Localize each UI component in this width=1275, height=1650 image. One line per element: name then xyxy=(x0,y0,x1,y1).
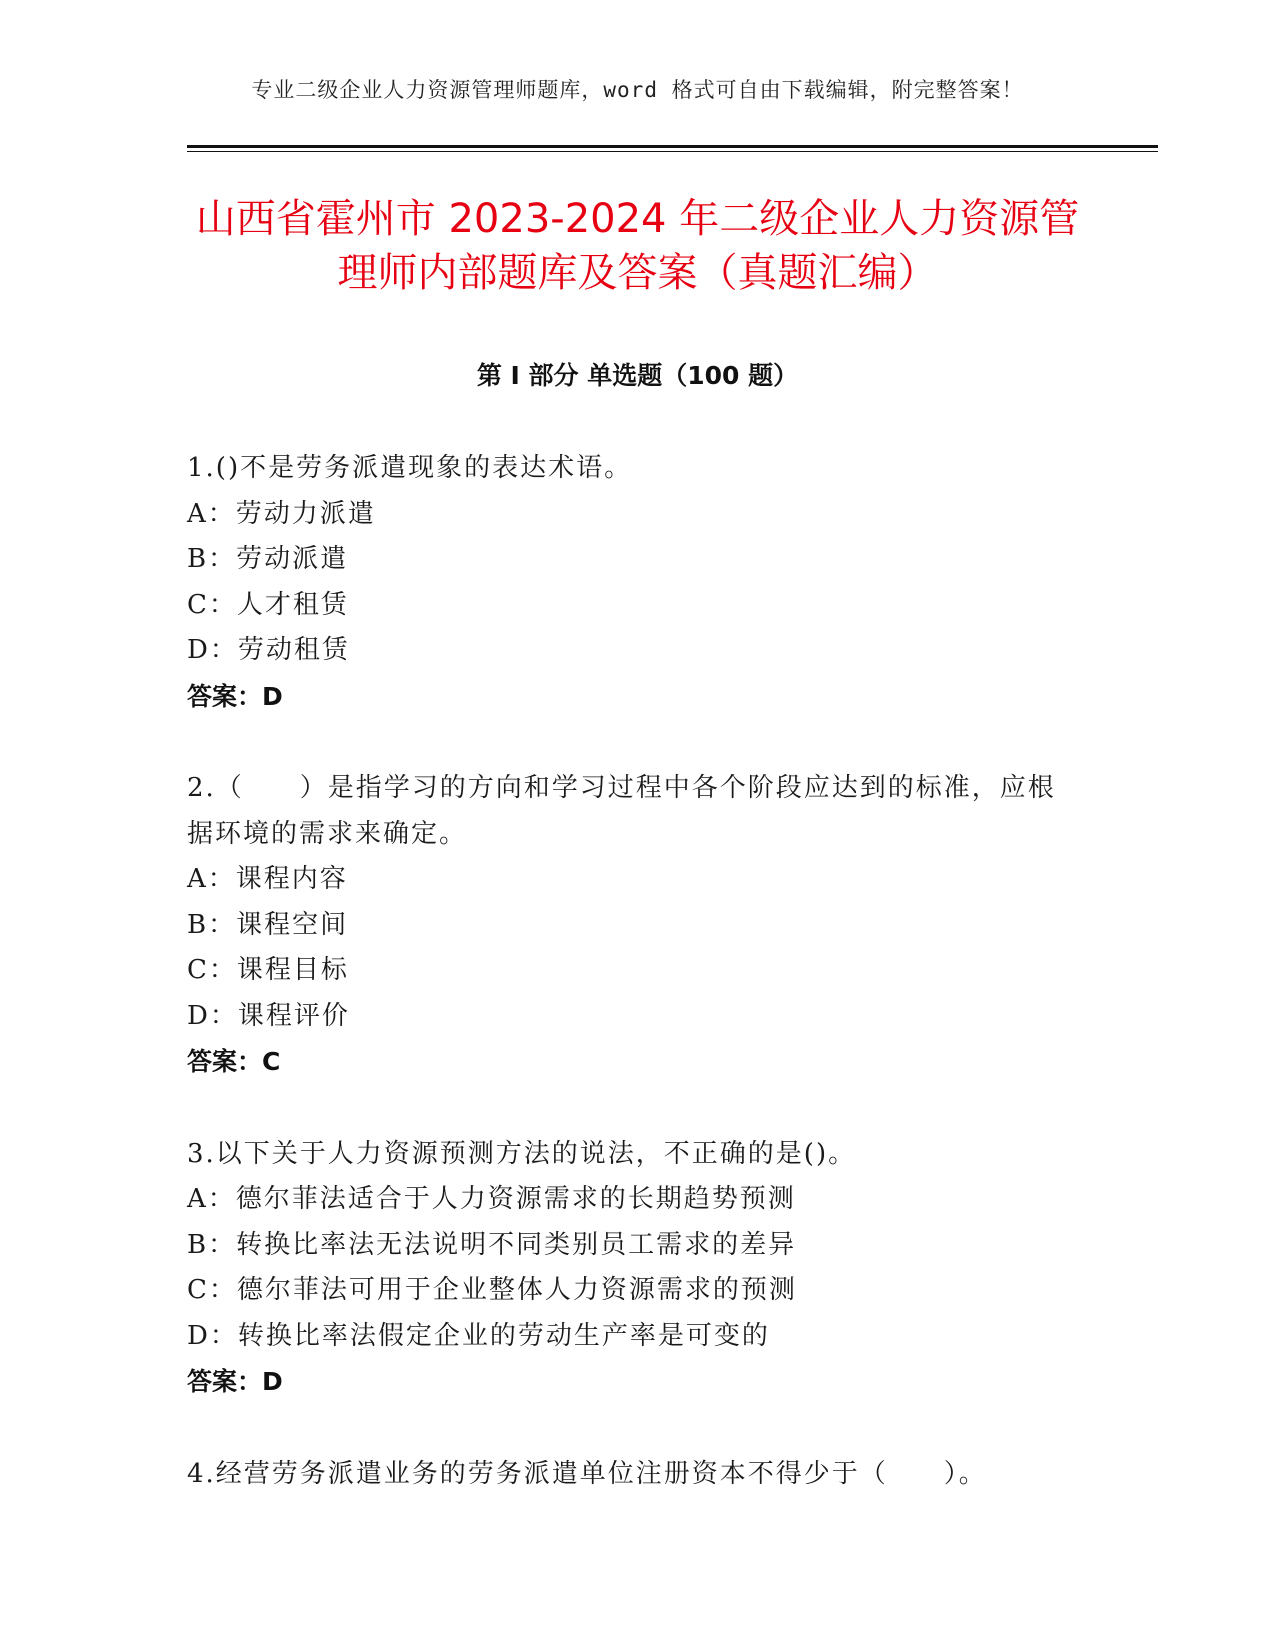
answer-option: B：转换比率法无法说明不同类别员工需求的差异 xyxy=(187,1229,797,1260)
question-stem: 3.以下关于人力资源预测方法的说法，不正确的是()。 xyxy=(187,1138,857,1169)
answer-key: 答案：D xyxy=(187,681,283,711)
question-item xyxy=(187,766,1067,1085)
document-title: 山西省霍州市 2023-2024 年二级企业人力资源管理师内部题库及答案（真题汇编） xyxy=(195,196,1080,296)
section-heading: 第 I 部分 单选题（100 题） xyxy=(476,361,799,390)
answer-option: B：课程空间 xyxy=(187,909,349,940)
question-list xyxy=(187,446,1067,1544)
answer-option: D：劳动租赁 xyxy=(187,635,350,665)
answer-key: 答案：D xyxy=(187,1367,283,1396)
answer-key: 答案：C xyxy=(187,1047,281,1076)
question-stem: 2.（ ）是指学习的方向和学习过程中各个阶段应达到的标准，应根据环境的需求来确定。 xyxy=(187,773,1056,849)
question-item xyxy=(187,1132,1067,1405)
question-stem: 1.()不是劳务派遣现象的表达术语。 xyxy=(187,453,633,483)
question-stem: 4.经营劳务派遣业务的劳务派遣单位注册资本不得少于（ ）。 xyxy=(187,1458,987,1489)
question-item xyxy=(187,1452,1067,1498)
answer-option: C：课程目标 xyxy=(187,955,349,985)
answer-option: D：转换比率法假定企业的劳动生产率是可变的 xyxy=(187,1320,770,1351)
answer-option: A：课程内容 xyxy=(187,864,348,894)
answer-option: B：劳动派遣 xyxy=(187,544,349,574)
header-note: 专业二级企业人力资源管理师题库，word 格式可自由下载编辑，附完整答案！ xyxy=(251,78,1024,102)
answer-option: C：人才租赁 xyxy=(187,589,349,620)
answer-option: C：德尔菲法可用于企业整体人力资源需求的预测 xyxy=(187,1275,797,1305)
answer-option: A：劳动力派遣 xyxy=(187,498,376,529)
answer-option: D：课程评价 xyxy=(187,1000,350,1031)
question-item xyxy=(187,446,1067,719)
answer-option: A：德尔菲法适合于人力资源需求的长期趋势预测 xyxy=(187,1184,796,1214)
header-rule-thick xyxy=(187,145,1158,148)
header-rule-thin xyxy=(187,151,1158,152)
